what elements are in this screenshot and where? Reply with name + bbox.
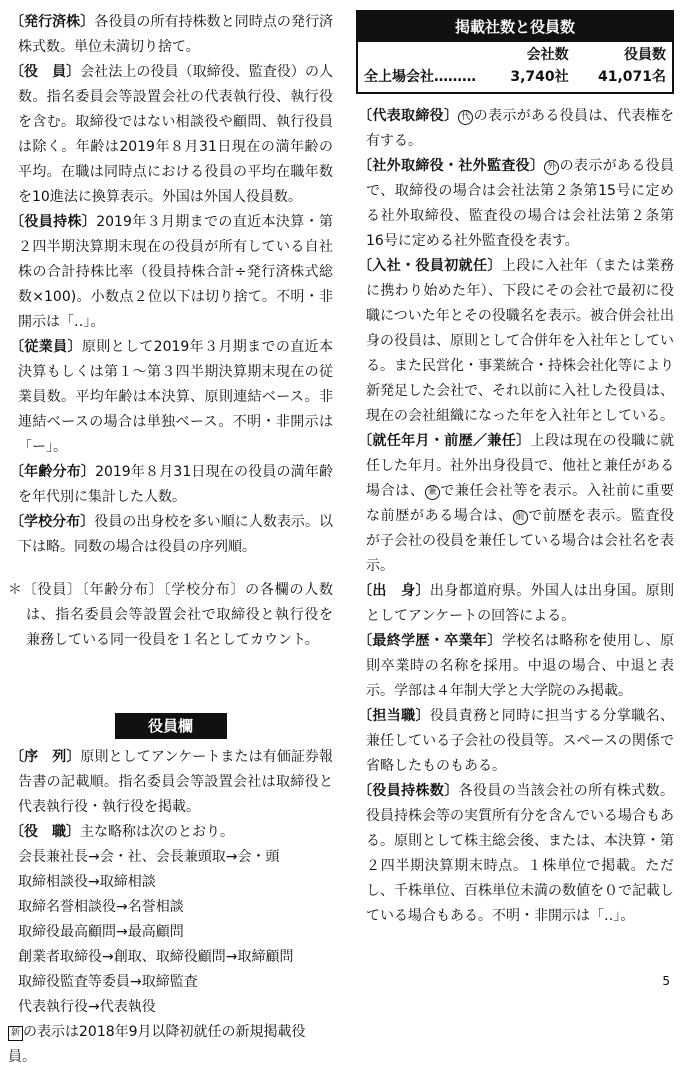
entry-label: 〔年齢分布〕 xyxy=(10,464,96,480)
header-companies: 会社数 xyxy=(526,47,569,63)
box-data-row xyxy=(358,66,672,92)
entry-text: で兼任会社等を表示。入社前に重要な前歴がある場合は、 xyxy=(366,483,675,524)
abbreviation-item: 取締役監査等委員→取締監査 xyxy=(18,974,198,990)
entry-shares-outstanding xyxy=(8,10,333,60)
entry-label: 〔出 身〕 xyxy=(358,583,430,599)
entry-label: 〔従業員〕 xyxy=(10,339,82,355)
entry-label: 〔序 列〕 xyxy=(10,749,81,765)
entry-join xyxy=(356,254,674,429)
entry-label: 〔入社・役員初就任〕 xyxy=(358,258,502,274)
counting-note: ＊〔役員〕〔年齢分布〕〔学校分布〕の各欄の人数は、指名委員会等設置会社で取締役と執行役を兼務している同一役員を１名としてカウント。 xyxy=(8,582,333,648)
right-column xyxy=(356,10,674,929)
box-title: 掲載社数と役員数 xyxy=(358,12,672,42)
entry-order xyxy=(8,745,333,820)
entry-text: 2019年８月31日現在の役員の満年齢を年代別に集計した人数。 xyxy=(18,464,334,505)
representative-mark-icon: 代 xyxy=(458,110,473,125)
entry-origin xyxy=(356,579,674,629)
entry-school-distribution xyxy=(8,510,333,560)
entry-label: 〔役 員〕 xyxy=(10,64,81,80)
entry-text: 出身都道府県。外国人は出身国。原則としてアンケートの回答による。 xyxy=(366,583,675,624)
entry-education xyxy=(356,629,674,704)
entry-outside-officer xyxy=(356,154,674,254)
entry-text: 上段に入社年（または業務に携わり始めた年）、下段にその会社で最初に役職についた年とその役職名を表示。被合併会社出身の役員は、原則として合併年を入社年としている。また民営化・事業統合・持株会社化等により新発足した会社で、それ以前に入社した役員は、現在の会社組織になった年を入社年としている。 xyxy=(366,258,675,424)
section-title-officers: 役員欄 xyxy=(115,713,227,739)
entry-text: 学校名は略称を使用し、原則卒業時の名称を採用。中退の場合、中退と表示。学部は４年制大学と大学院のみ掲載。 xyxy=(366,633,675,699)
entry-text: 各役員の当該会社の所有株式数。役員持株会等の実質所有分を含んでいる場合もある。原則として株主総会後、または、本決算・第２四半期決算期末時点。１株単位で掲載。ただし、千株単位、百株単位未満の数値を０で記載している場合もある。不明・非開示は「‥」。 xyxy=(366,783,675,924)
header-officers: 役員数 xyxy=(624,47,666,63)
entry-text: 会社法上の役員（取締役、監査役）の人数。指名委員会等設置会社の代表執行役、執行役を含む。取締役ではない相談役や顧問、執行役員は除く。年齢は2019年８月31日現在の満年齢の平均。在職は同時点における役員の平均在職年数を10進法に換算表示。外国は外国人役員数。 xyxy=(18,64,334,205)
entry-text: で前歴を表示。監査役が子会社の役員を兼任している場合は会社名を表示。 xyxy=(366,508,674,574)
entry-text: 2019年３月期までの直近本決算・第２四半期決算期末現在の役員が所有している自社株の合計持株比率（役員持株合計÷発行済株式総数×100)。小数点２位以下は切り捨て。不明・非開示は「‥」。 xyxy=(18,214,333,330)
entry-label: 〔代表取締役〕 xyxy=(358,108,459,124)
entry-text: 各役員の所有持株数と同時点の発行済株式数。単位未満切り捨て。 xyxy=(18,14,334,55)
abbreviation-item: 創業者取締役→創取、取締役顧問→取締顧問 xyxy=(18,949,294,965)
abbreviation-item: 取締相談役→取締相談 xyxy=(18,874,156,890)
entry-label: 〔担当職〕 xyxy=(358,708,430,724)
entry-label: 〔発行済株〕 xyxy=(10,14,95,30)
abbreviation-item: 代表執行役→代表執役 xyxy=(18,999,156,1015)
concurrent-mark-icon: 兼 xyxy=(425,485,440,500)
entry-tenure xyxy=(356,429,674,579)
entry-text: 役員責務と同時に担当する分掌職名、兼任している子会社の役員等。スペースの関係で省略したものもある。 xyxy=(366,708,675,774)
entry-text: 原則として2019年３月期までの直近本決算もしくは第１～第３四半期決算期末現在の従業員数。平均年齢は本決算、原則連結ベース。非連結ベースの場合は単独ベース。不明・非開示は「ー」。 xyxy=(18,339,333,455)
abbreviation-item: 取締名誉相談役→名誉相談 xyxy=(18,899,184,915)
new-officer-note-text: の表示は2018年9月以降初就任の新規掲載役員。 xyxy=(8,1024,306,1065)
outside-mark-icon: 外 xyxy=(544,160,559,175)
new-mark-icon: 新 xyxy=(8,1026,23,1041)
prior-mark-icon: 前 xyxy=(513,510,528,525)
entry-officer-holdings xyxy=(8,210,333,335)
company-count: 3,740社 xyxy=(510,69,569,85)
entry-representative xyxy=(356,104,674,154)
entry-label: 〔役員持株〕 xyxy=(10,214,97,230)
entry-label: 〔最終学歴・卒業年〕 xyxy=(358,633,502,649)
entry-label: 〔役員持株数〕 xyxy=(358,783,459,799)
row-label: 全上場会社……… xyxy=(364,69,476,85)
entry-text: 役員の出身校を多い順に人数表示。以下は略。同数の場合は役員の序列順。 xyxy=(18,514,334,555)
entry-label: 〔社外取締役・社外監査役〕 xyxy=(358,158,545,174)
entry-duties xyxy=(356,704,674,779)
page-number: 5 xyxy=(662,974,670,988)
listed-count-box xyxy=(356,10,674,94)
entry-label: 〔役 職〕 xyxy=(10,824,80,840)
entry-text: 上段は現在の役職に就任した年月。社外出身役員で、他社と兼任がある場合は、 xyxy=(366,433,675,499)
abbreviation-item: 取締役最高顧問→最高顧問 xyxy=(18,924,184,940)
new-officer-note xyxy=(8,1020,333,1070)
entry-text: 主な略称は次のとおり。 xyxy=(80,824,234,840)
left-column xyxy=(8,10,333,1070)
entry-text: の表示がある役員で、取締役の場合は会社法第２条第15号に定める社外取締役、監査役の場合は会社法第２条第16号に定める社外監査役を表す。 xyxy=(366,158,675,249)
entry-label: 〔学校分布〕 xyxy=(10,514,95,530)
entry-employees xyxy=(8,335,333,460)
entry-age-distribution xyxy=(8,460,333,510)
box-header-row xyxy=(358,42,672,66)
entry-shareholding xyxy=(356,779,674,929)
officer-count: 41,071名 xyxy=(597,69,666,85)
entry-label: 〔就任年月・前歴／兼任〕 xyxy=(358,433,531,449)
entry-text: の表示がある役員は、代表権を有する。 xyxy=(366,108,675,149)
entry-text: 原則としてアンケートまたは有価証券報告書の記載順。指名委員会等設置会社は取締役と代表執行役・執行役を掲載。 xyxy=(18,749,333,815)
abbreviation-item: 会長兼社長→会・社、会長兼頭取→会・頭 xyxy=(18,849,280,865)
abbreviation-list xyxy=(8,845,333,1020)
entry-officers xyxy=(8,60,333,210)
entry-position xyxy=(8,820,333,845)
